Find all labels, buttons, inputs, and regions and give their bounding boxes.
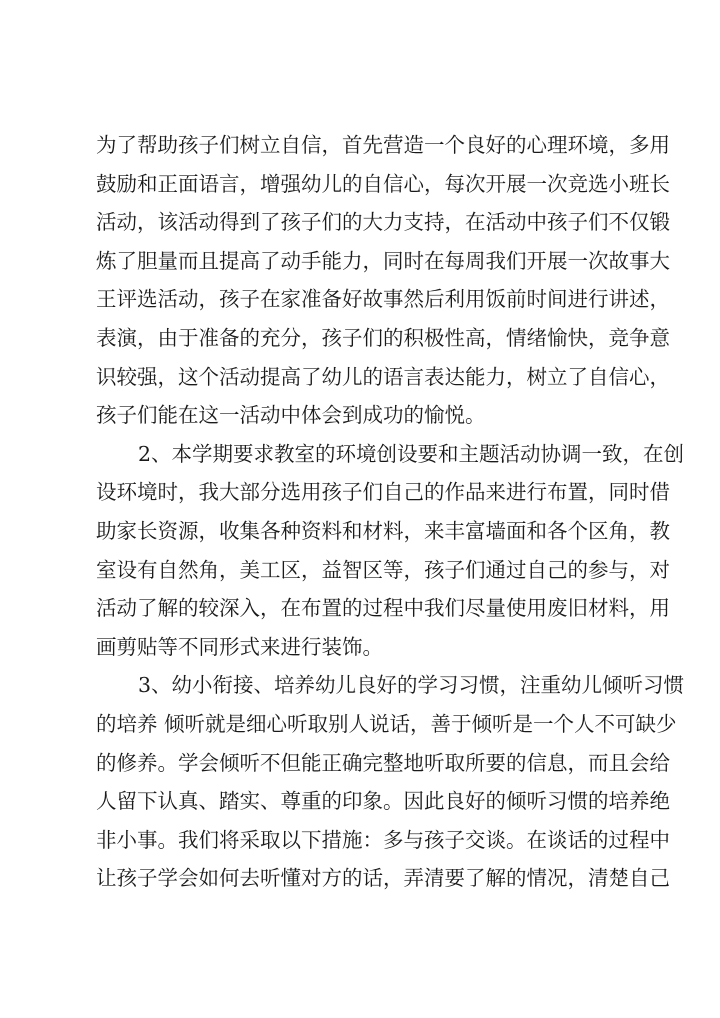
text-line: 活动，该活动得到了孩子们的大力支持，在活动中孩子们不仅锻 [96, 210, 670, 235]
text-line: 人留下认真、踏实、尊重的印象。因此良好的倾听习惯的培养绝 [96, 789, 670, 814]
text-line: 画剪贴等不同形式来进行装饰。 [96, 634, 383, 659]
paragraph-first-line: 3、幼小衔接、培养幼儿良好的学习习惯，注重幼儿倾听习惯 [138, 673, 685, 698]
text-line: 活动了解的较深入，在布置的过程中我们尽量使用废旧材料，用 [96, 596, 670, 621]
text-line: 的培养 倾听就是细心听取别人说话，善于倾听是一个人不可缺少 [96, 711, 677, 736]
text-line: 室设有自然角，美工区，益智区等，孩子们通过自己的参与，对 [96, 557, 670, 582]
text-line: 设环境时，我大部分选用孩子们自己的作品来进行布置，同时借 [96, 480, 670, 505]
paragraph-first-line: 2、本学期要求教室的环境创设要和主题活动协调一致，在创 [138, 441, 685, 466]
text-line: 鼓励和正面语言，增强幼儿的自信心，每次开展一次竞选小班长 [96, 171, 670, 196]
body-text [96, 126, 685, 898]
text-line: 为了帮助孩子们树立自信，首先营造一个良好的心理环境，多用 [96, 133, 670, 157]
text-line: 助家长资源，收集各种资料和材料，来丰富墙面和各个区角，教 [96, 518, 670, 543]
text-line: 识较强，这个活动提高了幼儿的语言表达能力，树立了自信心， [96, 364, 670, 389]
text-line: 炼了胆量而且提高了动手能力，同时在每周我们开展一次故事大 [96, 248, 670, 273]
text-line: 非小事。我们将采取以下措施：多与孩子交谈。在谈话的过程中 [96, 827, 670, 852]
text-line: 让孩子学会如何去听懂对方的话，弄清要了解的情况，清楚自己 [96, 866, 670, 891]
text-line: 孩子们能在这一活动中体会到成功的愉悦。 [96, 403, 486, 428]
text-line: 表演，由于准备的充分，孩子们的积极性高，情绪愉快，竞争意 [96, 325, 670, 350]
text-line: 王评选活动，孩子在家准备好故事然后利用饭前时间进行讲述， [96, 287, 670, 312]
text-line: 的修养。学会倾听不但能正确完整地听取所要的信息，而且会给 [96, 750, 670, 775]
